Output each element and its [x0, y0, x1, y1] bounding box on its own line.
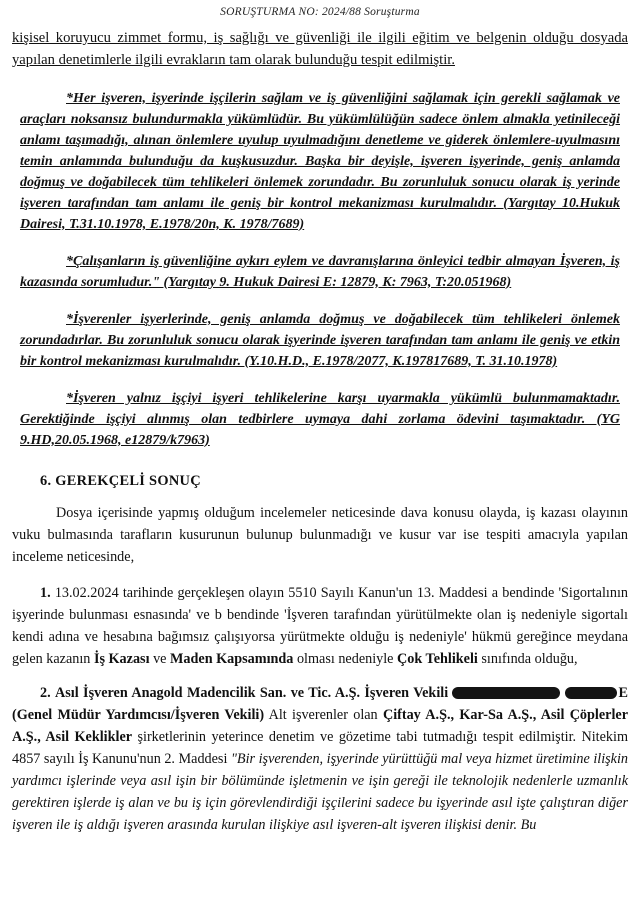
- list-item-2-italic-quote: "Bir işverenden, işyerinde yürüttüğü mal veya hizmet üretimine ilişkin yardımcı işlerinde veya asıl işin bir bölümünde işletmenin ve işin gereği ile teknolojik nedenlerle uzmanlık gerektiren işlerde iş alan ve bu iş için görevlendirdiği işçilerini sadece bu işyerinde asıl işte çalıştıran diğer işveren ile iş aldığı işveren arasında kurulan ilişkiye asıl işveren-alt işveren ilişkisi denir. Bu: [12, 750, 628, 833]
- list-item-2-bold-b: Çiftay A.Ş., Kar-Sa A.Ş., Asil Çöplerler A.Ş., Asil Keklikler: [12, 706, 628, 745]
- paragraph-conclusion-intro: Dosya içerisinde yapmış olduğum incelemeler neticesinde dava konusu olayda, iş kazası olayının vuku bulmasında tarafların kusurunun bulunup bulunmadığı ve kusur var ise tespiti amacıyla yapılan inceleme neticesinde,: [12, 504, 628, 565]
- list-item-1-bold-maden: Maden Kapsamında: [170, 650, 294, 667]
- list-item-1-mid: ve: [149, 650, 171, 667]
- list-item-1: [12, 582, 628, 670]
- paragraph-intro-text: kişisel koruyucu zimmet formu, iş sağlığı ve güvenliği ile ilgili eğitim ve belgenin olduğu dosyada yapılan denetimlerle ilgili evrakların tam olarak bulunduğu tespit edilmiştir.: [12, 30, 628, 68]
- quote-3-text: *İşverenler işyerlerinde, geniş anlamda doğmuş ve doğabilecek tüm tehlikeleri önlemek zorundadırlar. Bu zorunluluk sonucu olarak işyerinde işveren tarafından tam anlamı ile geniş ve etkin bir kontrol mekanizması kurulmalıdır. (Y.10.H.D., E.1978/2077, K.197817689, T. 31.10.1978): [20, 311, 620, 369]
- list-item-2-bold-a: E (Genel Müdür Yardımcısı/İşveren Vekili): [12, 684, 629, 723]
- quote-block-3: [20, 309, 620, 372]
- list-item-2-number: 2.: [40, 684, 51, 701]
- list-item-1-bold-cok-tehlikeli: Çok Tehlikeli: [397, 650, 478, 667]
- list-item-1-bold-is-kazasi: İş Kazası: [93, 650, 150, 667]
- redaction-bar-2: [565, 687, 617, 699]
- quote-block-2: [20, 251, 620, 293]
- list-item-2-line3: şirketlerinin yeterince denetim ve gözetime tabi tutmadığı tespit edilmiştir. Nitekim 4857 sayılı İş Kanunu'nun 2. Maddesi: [12, 728, 628, 767]
- list-item-2-lead-bold: Asıl İşveren Anagold Madencilik San. ve Tic. A.Ş. İşveren Vekili: [55, 684, 449, 701]
- quote-2-text: *Çalışanların iş güvenliğine aykırı eylem ve davranışlarına önleyici tedbir almayan İşveren, iş kazasında sorumludur." (Yargıtay 9. Hukuk Dairesi E: 12879, K: 7963, T:20.051968): [20, 253, 620, 290]
- list-item-1-text-before: 13.02.2024 tarihinde gerçekleşen olayın 5510 Sayılı Kanun'un 13. Maddesi a bendinde 'Sigortalının işyerinde bulunması esnasında' ve b bendinde 'İşveren tarafından yürütülmekte olan iş nedeniyle sigortalı kendi adına ve hesabına bağımsız çalışıyorsa yürütmekte olduğu iş nedeniyle' hükmü gereğince meydana gelen kazanın: [12, 584, 628, 667]
- quote-block-1: [20, 88, 620, 235]
- redaction-bar-1: [452, 687, 560, 699]
- list-item-2: [12, 682, 628, 836]
- document-header: SORUŞTURMA NO: 2024/88 Soruşturma: [220, 6, 420, 18]
- quote-4-text: *İşveren yalnız işçiyi işyeri tehlikelerine karşı uyarmakla yükümlü bulunmamaktadır. Gerektiğinde işçiyi alınmış olan tedbirlere uymaya dahi zorlama ödevini taşımaktadır. (YG 9.HD,20.05.1968, e12879/k7963): [20, 390, 620, 448]
- paragraph-intro: [12, 28, 628, 72]
- list-item-1-number: 1.: [40, 584, 51, 601]
- quote-1-text: *Her işveren, işyerinde işçilerin sağlam ve iş güvenliğini sağlamak için gerekli sağlamak ve araçları noksansız bulundurmakla yükümlüdür. Bu yükümlülüğün sadece önlem almakla yetinileceği anlamı taşımadığı, alınan önlemlere uyulup uyulmadığını denetleme ve giderek önlemlere-uyulmasını temin anlamında bulunduğu da kuşkusuzdur. Başka bir deyişle, işveren işyerinde, geniş anlamda doğmuş ve doğabilecek tüm tehlikeleri önlemek zorundadır. Bu zorunluluk sonucu olarak iş yerinde işveren tarafından tam anlamı ile geniş bir kontrol mekanizması kurulmalıdır. (Yargıtay 10.Hukuk Dairesi, T.31.10.1978, E.1978/20n, K. 1978/7689): [20, 90, 620, 232]
- list-item-1-text-after: olması nedeniyle: [293, 650, 398, 667]
- document-body: [12, 28, 628, 848]
- list-item-1-tail: sınıfında olduğu,: [477, 650, 578, 667]
- quote-block-4: [20, 388, 620, 451]
- section-heading-gerekceli-sonuc: 6. GEREKÇELİ SONUÇ: [40, 472, 201, 489]
- list-item-2-rest: Alt işverenler olan: [264, 706, 383, 723]
